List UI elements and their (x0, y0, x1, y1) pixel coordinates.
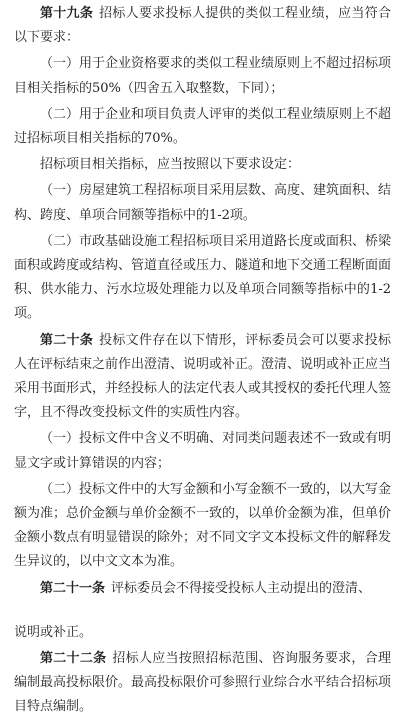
paragraph-text: 评标委员会不得接受投标人主动提出的澄清、 (111, 580, 372, 596)
paragraph-text: 招标项目相关指标，应当按照以下要求设定： (40, 157, 301, 173)
paragraph-text: （一）用于企业资格要求的类似工程业绩原则上不超过招标项目相关指标的50%（四舍五入取整数，下同）； (14, 56, 392, 96)
paragraph-text: （二）市政基础设施工程招标项目采用道路长度或面积、桥梁面积或跨度或结构、管道直径或压力、隧道和地下交通工程断面面积、供水能力、污水垃圾处理能力以及单项合同额等指标中的1-2项。 (14, 233, 392, 322)
paragraph-text: 招标人应当按照招标范围、咨询服务要求，合理编制最高投标限价。最高投标限价可参照行业综合水平结合招标项目特点编制。 (14, 651, 392, 715)
paragraph-article-19 (14, 2, 391, 50)
paragraph-text: 投标文件存在以下情形，评标委员会可以要求投标人在评标结束之前作出澄清、说明或补正。澄清、说明或补正应当采用书面形式，并经投标人的法定代表人或其授权的委托代理人签字，且不得改变投标文件的实质性内容。 (14, 332, 392, 421)
paragraph-text: （一）投标文件中含义不明确、对同类问题表述不一致或有明显文字或计算错误的内容； (14, 431, 392, 471)
paragraph (14, 52, 391, 100)
article-number: 第二十条 (40, 332, 94, 348)
paragraph-text: （一）房屋建筑工程招标项目采用层数、高度、建筑面积、结构、跨度、单项合同额等指标中的1-2项。 (14, 183, 392, 223)
paragraph-article-20 (14, 329, 391, 426)
paragraph-continuation (14, 621, 391, 645)
paragraph (14, 153, 391, 177)
paragraph-text: （二）投标文件中的大写金额和小写金额不一致的，以大写金额为准；总价金额与单价金额不一致的，以单价金额为准，但单价金额小数点有明显错误的除外；对不同文字文本投标文件的解释发生异议的，以中文文本为准。 (14, 481, 392, 570)
paragraph-text: 说明或补正。 (14, 624, 93, 640)
paragraph (14, 179, 391, 227)
paragraph-article-22 (14, 647, 391, 720)
paragraph (14, 230, 391, 327)
page-break-gap (14, 603, 391, 621)
paragraph (14, 478, 391, 575)
article-number: 第十九条 (40, 6, 94, 21)
paragraph-text: （二）用于企业和项目负责人评审的类似工程业绩原则上不超过招标项目相关指标的70%。 (14, 106, 392, 147)
paragraph-article-21 (14, 577, 391, 601)
paragraph-text: 招标人要求投标人提供的类似工程业绩，应当符合以下要求： (14, 6, 391, 46)
article-number: 第二十二条 (40, 651, 107, 667)
paragraph (14, 427, 391, 475)
article-number: 第二十一条 (40, 580, 106, 596)
paragraph (14, 103, 391, 151)
